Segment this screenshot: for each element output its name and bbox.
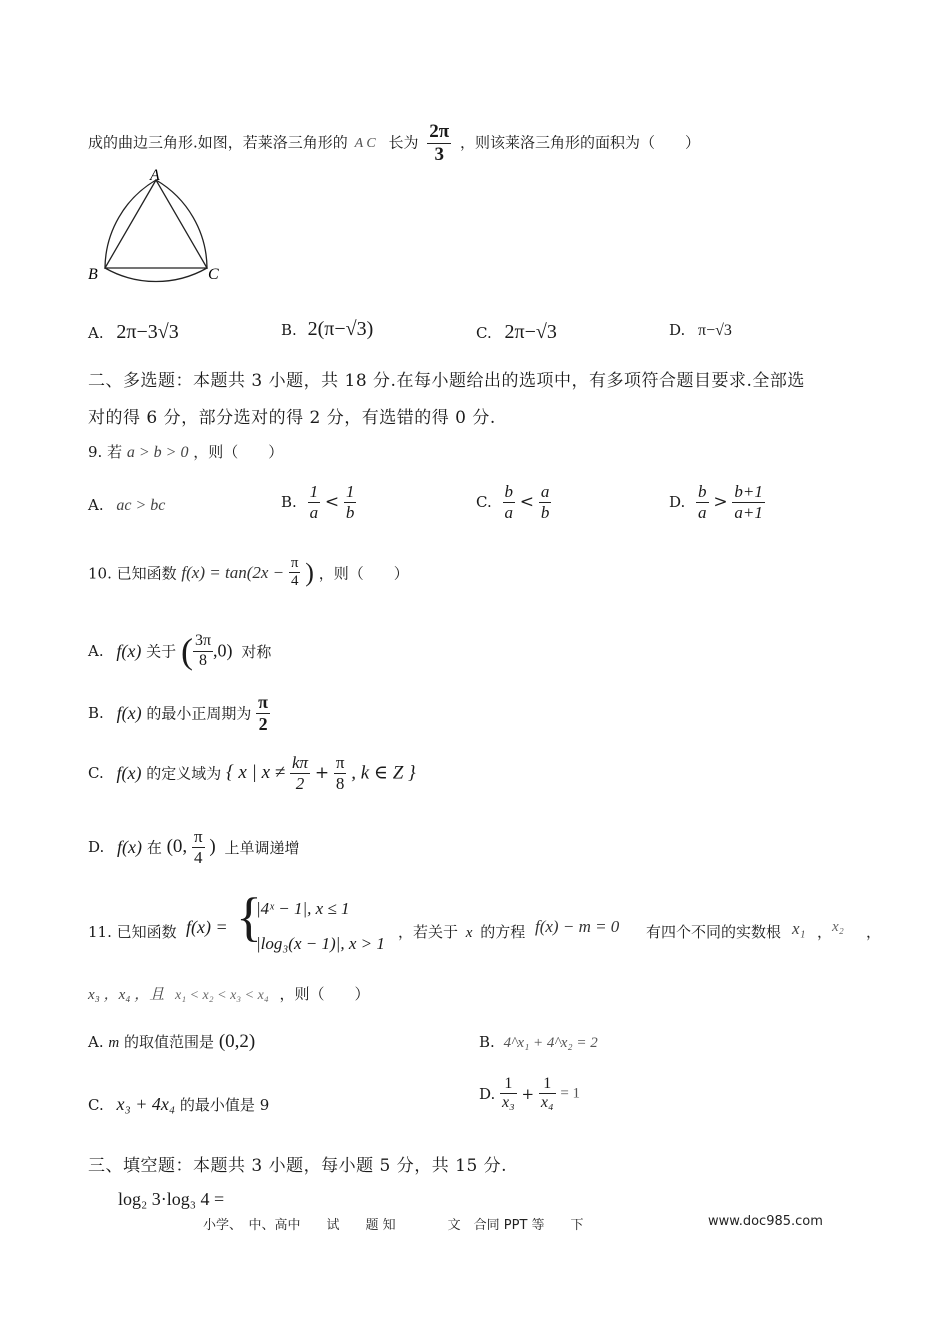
- option-letter: B.: [281, 321, 297, 339]
- q11-func: f(x) =: [186, 917, 228, 937]
- inner-triangle: [105, 180, 207, 268]
- q11-x1: x₁: [792, 919, 806, 938]
- den: a+1: [734, 502, 763, 522]
- option-letter: C.: [476, 493, 492, 512]
- stem-end: ，则（ ）: [193, 443, 284, 461]
- arc-den: 3: [434, 143, 444, 165]
- stem-text: 10. 已知函数: [88, 564, 177, 583]
- fraction: [192, 827, 205, 867]
- option-value: π−√3: [698, 322, 732, 339]
- stem-text: 9. 若: [88, 443, 123, 461]
- text: 关于: [146, 642, 177, 661]
- den: 2: [258, 713, 268, 734]
- section2-heading-line1: 二、多选题：本题共 3 小题，共 18 分.在每小题给出的选项中，有多项符合题目要求.全部选: [88, 371, 805, 391]
- num: b+1: [734, 482, 763, 501]
- q11-option-b: [479, 1033, 598, 1052]
- operator: +: [314, 763, 330, 784]
- set-open: { x | x ≠: [226, 762, 286, 784]
- operator: >: [713, 492, 728, 513]
- den: b: [345, 502, 355, 522]
- text: 在: [146, 838, 162, 857]
- interval: (0,2): [218, 1031, 256, 1052]
- option-letter: D.: [88, 838, 105, 857]
- num: 1: [500, 1075, 517, 1094]
- q9-option-c: [476, 482, 551, 522]
- num: 1: [309, 482, 319, 501]
- fraction: [193, 632, 213, 670]
- q11-comma2: ，: [866, 923, 882, 941]
- option-letter: D.: [479, 1084, 496, 1103]
- text: 的最小正周期为: [146, 704, 252, 723]
- func: f(x): [116, 762, 142, 783]
- option-value: 2(π−√3): [307, 318, 374, 340]
- operator: <: [324, 492, 340, 513]
- option-letter: B.: [88, 704, 104, 723]
- q8-intro-line: [88, 121, 700, 166]
- q10-option-a: [88, 630, 271, 672]
- label-B: B: [88, 266, 98, 283]
- intro-suffix: ，则该莱洛三角形的面积为（ ）: [459, 133, 700, 152]
- option-letter: A.: [88, 642, 104, 660]
- q10-option-c: [88, 753, 416, 793]
- intro-prefix: 成的曲边三角形.如图，若莱洛三角形的: [88, 133, 348, 152]
- den: b: [540, 502, 550, 522]
- fraction: [289, 555, 301, 591]
- stem-end: ，则（ ）: [318, 564, 409, 583]
- option-value: 2π−√3: [504, 321, 557, 343]
- option-letter: B.: [479, 1033, 495, 1051]
- func: f(x): [117, 836, 143, 857]
- den: a: [309, 502, 319, 522]
- text: 对称: [241, 642, 272, 661]
- num: π: [258, 692, 269, 712]
- q11-piece2: |log₃(x − 1)|, x > 1: [256, 934, 385, 953]
- q11-option-c: [88, 1094, 269, 1115]
- option-letter: A.: [88, 1033, 104, 1051]
- footer-left-text: 小学、 中、高中 试 题 知 文 合同 PPT 等 下: [203, 1218, 584, 1233]
- set-close: , k ∈ Z }: [351, 762, 416, 784]
- option-letter: B.: [281, 493, 297, 512]
- fraction: [308, 482, 321, 522]
- interval-open: (0,: [166, 836, 188, 858]
- q9-option-a: [88, 496, 165, 515]
- q8-option-c: [476, 321, 557, 344]
- text: 上单调递增: [224, 838, 300, 857]
- label-A: A: [150, 167, 160, 184]
- fraction: [503, 482, 516, 522]
- fraction: [256, 692, 270, 734]
- equals: = 1: [560, 1085, 581, 1102]
- q11-stem-label: 11. 已知函数: [88, 923, 177, 941]
- option-letter: C.: [476, 324, 492, 342]
- operator: <: [519, 492, 535, 513]
- q11-brace: {: [236, 887, 262, 947]
- arc-label: A C: [354, 136, 376, 152]
- option-letter: C.: [88, 1096, 104, 1114]
- fraction: [290, 753, 310, 793]
- func: f(x): [116, 640, 142, 661]
- den: 2: [295, 773, 305, 793]
- q11-stem-line2: [88, 983, 370, 1004]
- paren: ): [305, 557, 314, 587]
- q11-x2: x₂: [832, 919, 844, 935]
- num: kπ: [291, 753, 309, 772]
- q11-equation: f(x) − m = 0: [535, 917, 620, 936]
- stem-end: ，则（ ）: [279, 985, 370, 1003]
- num: b: [504, 482, 513, 501]
- inequality: x₁ < x₂ < x₃ < x₄: [175, 988, 269, 1003]
- q8-option-b: [281, 318, 373, 341]
- q11-stem-roots: 有四个不同的实数根: [646, 923, 782, 941]
- var: x: [465, 925, 473, 941]
- option-value: x₃ + 4x₄: [116, 1094, 176, 1114]
- den: x₃: [502, 1094, 515, 1112]
- fraction: [500, 1075, 517, 1113]
- q9-option-d: [669, 482, 765, 522]
- option-value: 4^x₁ + 4^x₂ = 2: [503, 1035, 598, 1051]
- option-letter: D.: [669, 321, 686, 339]
- operator: +: [521, 1084, 535, 1103]
- q10-stem: [88, 555, 409, 591]
- q12-expression: log₂ 3·log₃ 4 =: [118, 1189, 225, 1209]
- var: m: [108, 1035, 120, 1051]
- fraction: [539, 1075, 556, 1113]
- option-letter: A.: [88, 324, 104, 342]
- arc-length-fraction: [427, 121, 451, 166]
- arc-num: 2π: [429, 121, 450, 142]
- q10-option-b: [88, 692, 270, 734]
- option-value: ac > bc: [116, 497, 166, 514]
- section2-heading-line2: 对的得 6 分，部分选对的得 2 分，有选错的得 0 分.: [88, 408, 496, 428]
- den: 8: [198, 651, 207, 669]
- fraction: [344, 482, 357, 522]
- reuleaux-triangle-figure: [82, 162, 232, 292]
- text: 的最小值是 9: [179, 1096, 270, 1114]
- num: 3π: [193, 632, 213, 651]
- fraction: [696, 482, 709, 522]
- section3-heading: 三、填空题：本题共 3 小题，每小题 5 分，共 15 分.: [88, 1156, 508, 1176]
- q9-option-b: [281, 482, 356, 522]
- option-letter: C.: [88, 764, 104, 783]
- fraction: [732, 482, 764, 522]
- option-letter: A.: [88, 496, 104, 514]
- den: 4: [290, 573, 299, 590]
- option-letter: D.: [669, 493, 686, 512]
- stem-func: f(x) = tan(2x −: [181, 562, 285, 582]
- num: π: [193, 827, 203, 846]
- vars: x₃ ，x₄ ，且: [88, 987, 165, 1003]
- q8-option-d: [669, 321, 732, 340]
- q11-piece1: |4ˣ − 1|, x ≤ 1: [256, 899, 350, 918]
- den: 4: [194, 847, 203, 867]
- text: 的定义域为: [146, 764, 222, 783]
- text: ，若关于: [398, 923, 459, 941]
- q11-stem-middle: [398, 921, 525, 942]
- num: 1: [539, 1075, 556, 1094]
- num: π: [289, 555, 301, 573]
- q11-option-a: [88, 1031, 255, 1053]
- interval-close: ): [209, 836, 216, 858]
- q10-option-d: [88, 827, 299, 867]
- func: f(x): [116, 702, 142, 723]
- den: 8: [335, 773, 345, 793]
- num: 1: [345, 482, 355, 501]
- num: a: [540, 482, 550, 501]
- reuleaux-arcs: [105, 180, 207, 282]
- q11-comma1: ，: [817, 923, 833, 941]
- tail: ,0): [213, 640, 233, 661]
- den: a: [504, 502, 513, 522]
- q8-option-a: [88, 321, 179, 344]
- fraction: [539, 482, 552, 522]
- q9-stem: [88, 441, 283, 462]
- text: 的取值范围是: [124, 1033, 215, 1051]
- option-value: 2π−3√3: [116, 321, 179, 343]
- paren-open: (: [180, 631, 193, 671]
- intro-mid: 长为: [388, 133, 419, 152]
- num: b: [698, 482, 707, 501]
- num: π: [335, 753, 345, 772]
- den: a: [698, 502, 707, 522]
- fraction: [334, 753, 347, 793]
- text: 的方程: [480, 923, 526, 941]
- stem-math: a > b > 0: [126, 444, 189, 461]
- label-C: C: [208, 266, 219, 283]
- den: x₄: [540, 1094, 554, 1112]
- q11-option-d: [479, 1075, 580, 1113]
- footer-url[interactable]: www.doc985.com: [708, 1214, 823, 1229]
